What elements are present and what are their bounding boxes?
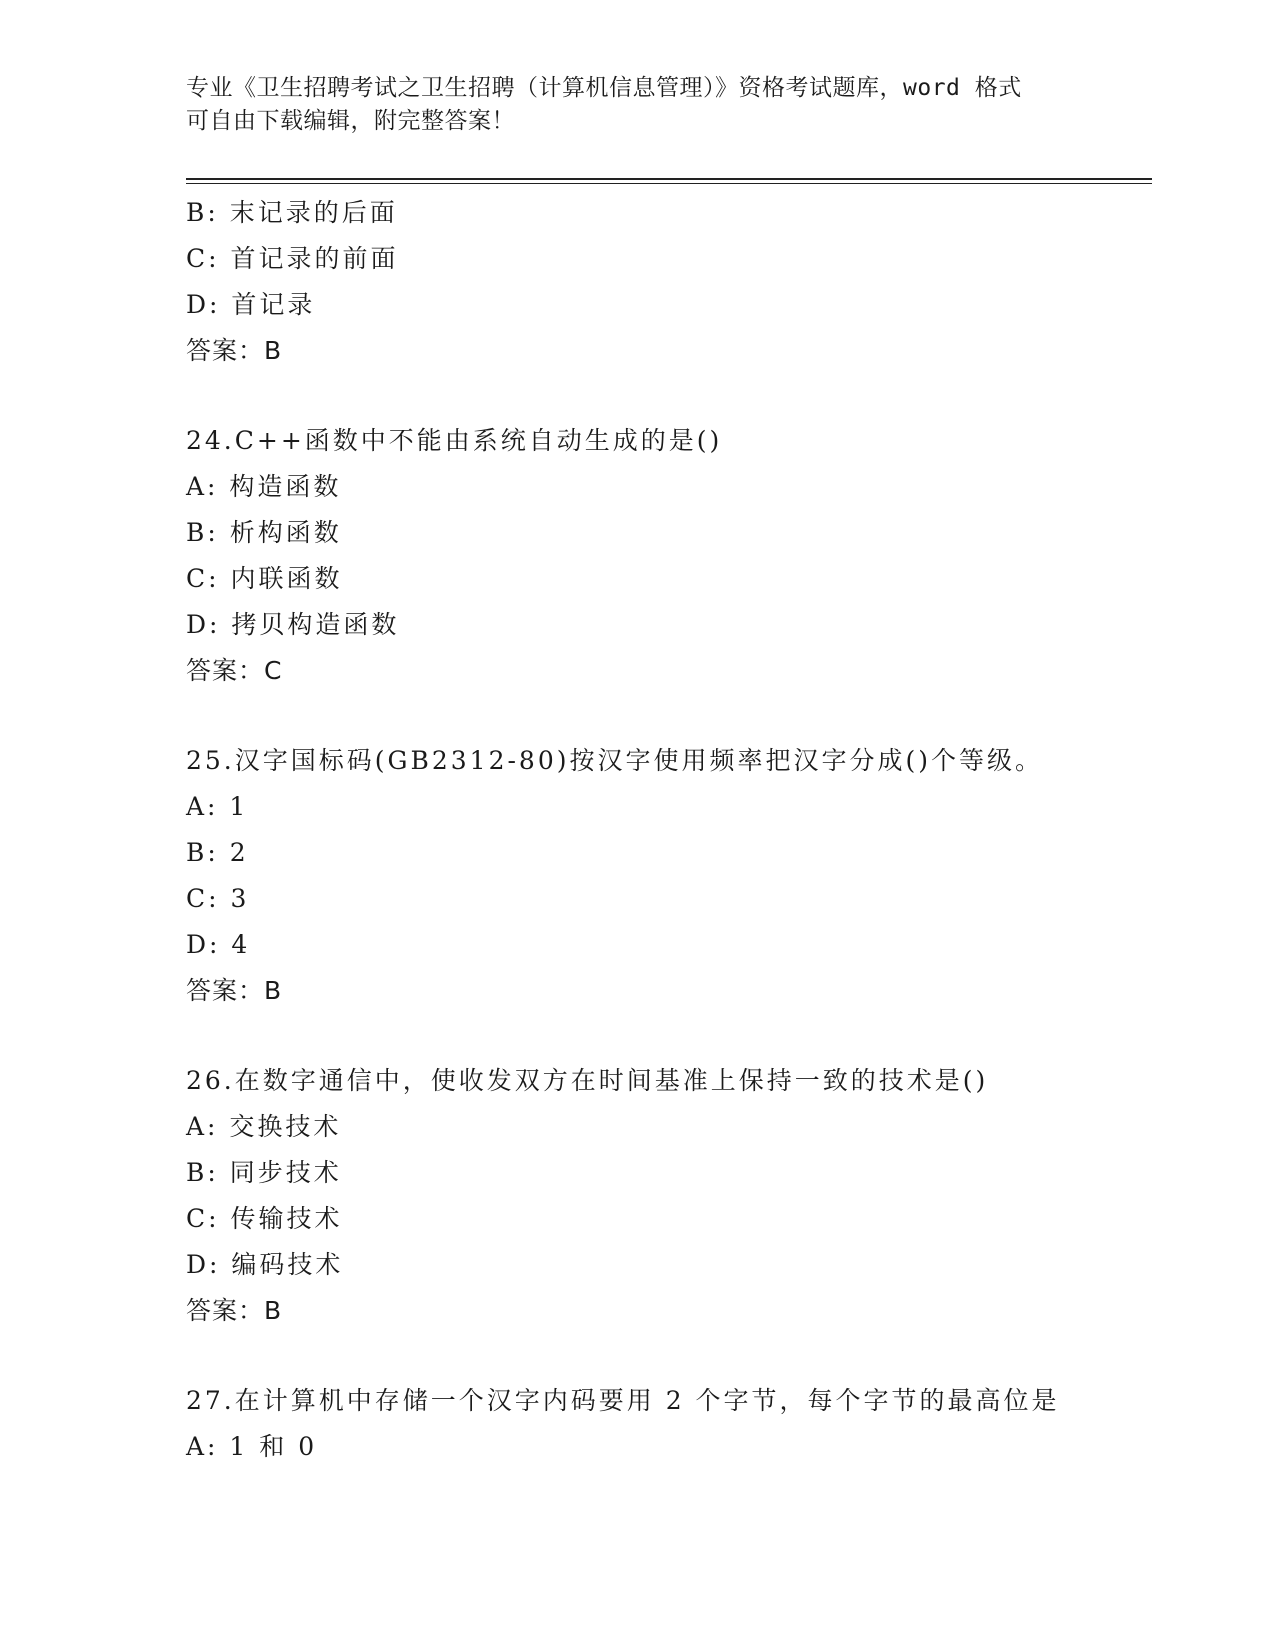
option-d: D: 首记录 <box>186 290 316 319</box>
spacer <box>186 1014 1146 1058</box>
option-c: C: 传输技术 <box>186 1204 343 1233</box>
question-title: 25.汉字国标码(GB2312-80)按汉字使用频率把汉字分成()个等级。 <box>186 746 1043 775</box>
answer-line: 答案：B <box>186 1296 283 1325</box>
option-d: D: 编码技术 <box>186 1250 344 1279</box>
answer-line: 答案：B <box>186 336 283 365</box>
option-a: A: 1 <box>186 792 249 821</box>
question-title: 26.在数字通信中，使收发双方在时间基准上保持一致的技术是() <box>186 1066 989 1095</box>
question-block-23 <box>186 190 1146 374</box>
answer-line: 答案：B <box>186 976 283 1005</box>
spacer <box>186 374 1146 418</box>
header-divider-thin <box>186 183 1152 184</box>
question-title: 27.在计算机中存储一个汉字内码要用 2 个字节，每个字节的最高位是 <box>186 1386 1060 1415</box>
option-d: D: 4 <box>186 930 251 959</box>
option-c: C: 3 <box>186 884 250 913</box>
question-block-26 <box>186 1058 1146 1334</box>
document-header <box>186 72 1086 138</box>
header-line-1: 专业《卫生招聘考试之卫生招聘（计算机信息管理）》资格考试题库，word 格式 <box>186 75 1022 101</box>
option-a: A: 1 和 0 <box>186 1432 318 1461</box>
question-title: 24.C++函数中不能由系统自动生成的是() <box>186 426 723 455</box>
header-line-2: 可自由下载编辑，附完整答案！ <box>186 108 515 134</box>
option-d: D: 拷贝构造函数 <box>186 610 400 639</box>
option-b: B: 析构函数 <box>186 518 342 547</box>
option-c: C: 内联函数 <box>186 564 343 593</box>
option-a: A: 构造函数 <box>186 472 342 501</box>
option-b: B: 末记录的后面 <box>186 198 398 227</box>
question-block-27 <box>186 1378 1146 1470</box>
option-b: B: 2 <box>186 838 249 867</box>
question-block-25 <box>186 738 1146 1014</box>
option-b: B: 同步技术 <box>186 1158 342 1187</box>
question-block-24 <box>186 418 1146 694</box>
spacer <box>186 694 1146 738</box>
question-list <box>186 190 1146 1470</box>
answer-line: 答案：C <box>186 656 283 685</box>
option-c: C: 首记录的前面 <box>186 244 399 273</box>
spacer <box>186 1334 1146 1378</box>
option-a: A: 交换技术 <box>186 1112 342 1141</box>
header-divider <box>186 178 1152 180</box>
